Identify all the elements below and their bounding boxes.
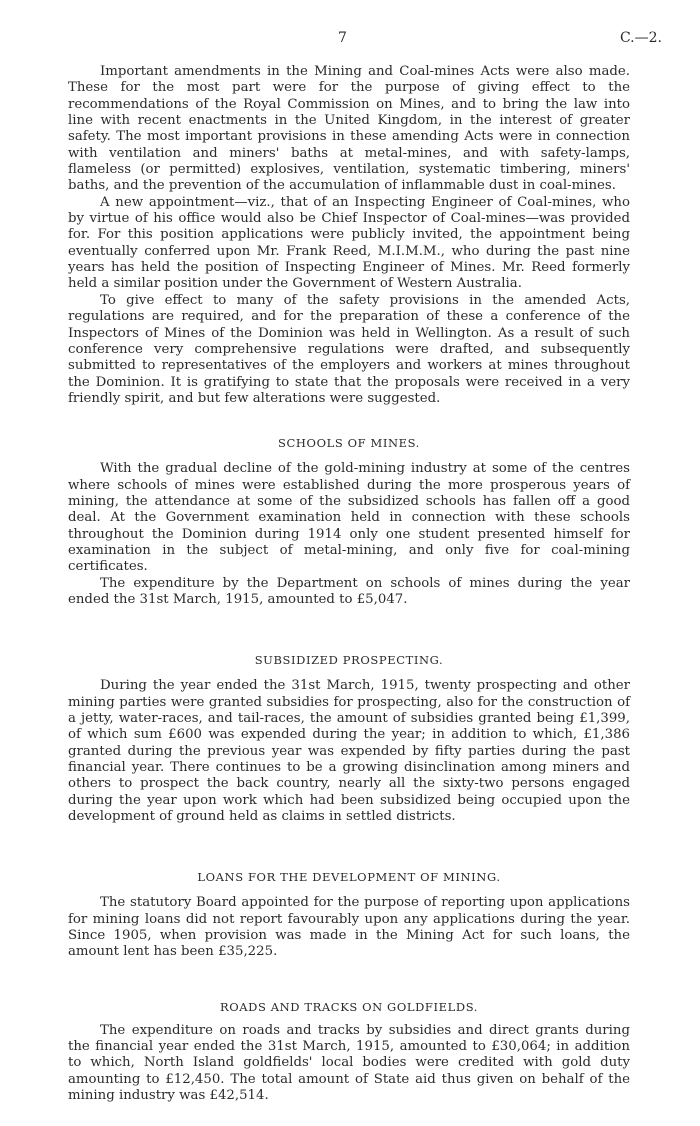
paragraph-appointment: A new appointment—viz., that of an Inspecting Engineer of Coal-mines, who by virtue of his office would also be Chief Inspector of Coal-mines—was provided for. For this position applications were publicly invited, the appointment being eventually conferred upon Mr. Frank Reed, M.I.M.M., who during the past nine years has held the position of Inspecting Engineer of Mines. Mr. Reed formerly held a similar position under the Government of Western Australia. — [68, 194, 630, 292]
page-header — [0, 30, 700, 50]
section-heading-schools-of-mines: SCHOOLS OF MINES. — [278, 436, 420, 451]
paragraph-schools-attendance: With the gradual decline of the gold-mining industry at some of the centres where schools of mines were established during the more prosperous years of mining, the attendance at some of the subsidized schools has fallen off a good deal. At the Government examination held in connection with these schools throughout the Dominion during 1914 only one student presented himself for examination in the subject of metal-mining, and only five for coal-mining certificates. — [68, 461, 630, 575]
paragraph-schools-expenditure: The expenditure by the Department on schools of mines during the year ended the 31st March, 1915, amounted to £5,047. — [68, 575, 630, 607]
paragraph-roads-and-tracks: The expenditure on roads and tracks by subsidies and direct grants during the financial year ended the 31st March, 1915, amounted to £30,064; in addition to which, North Island goldfields' local bodies were credited with gold duty amounting to £12,450. The total amount of State aid thus given on behalf of the mining industry was £42,514. — [68, 1022, 630, 1104]
paragraph-prospecting: During the year ended the 31st March, 1915, twenty prospecting and other mining parties were granted subsidies for prospecting, also for the construction of a jetty, water-races, and tail-races, the amount of subsidies granted being £1,399, of which sum £600 was expended during the year; in addition to which, £1,386 granted during the previous year was expended by fifty parties during the past financial year. There continues to be a growing disinclination among miners and others to prospect the back country, nearly all the sixty-two persons engaged during the year upon work which had been subsidized being occupied upon the development of ground held as claims in settled districts. — [68, 678, 630, 825]
paragraph-amendments: Important amendments in the Mining and Coal-mines Acts were also made. These for the most part were for the purpose of giving effect to the recommendations of the Royal Commission on Mines, and to bring the law into line with recent enactments in the United Kingdom, in the interest of greater safety. The most important provisions in these amending Acts were in connection with ventilation and miners' baths at metal-mines, and with safety-lamps, flameless (or permitted) explosives, ventilation, systematic timbering, miners' baths, and the prevention of the accumulation of inflammable dust in coal-mines. — [68, 64, 630, 194]
section-heading-subsidized-prospecting: SUBSIDIZED PROSPECTING. — [254, 653, 444, 668]
section-heading-loans: LOANS FOR THE DEVELOPMENT OF MINING. — [197, 870, 501, 885]
page-number: 7 — [338, 30, 347, 46]
paragraph-regulations: To give effect to many of the safety provisions in the amended Acts, regulations are required, and for the preparation of these a conference of the Inspectors of Mines of the Dominion was held in Wellington. As a result of such conference very comprehensive regulations were drafted, and subsequently submitted to representatives of the employers and workers at mines throughout the Dominion. It is gratifying to state that the proposals were received in a very friendly spirit, and but few alterations were suggested. — [68, 292, 630, 406]
paragraph-loans: The statutory Board appointed for the purpose of reporting upon applications for mining loans did not report favourably upon any applications during the year. Since 1905, when provision was made in the Mining Act for such loans, the amount lent has been £35,225. — [68, 895, 630, 960]
section-heading-roads-and-tracks: ROADS AND TRACKS ON GOLDFIELDS. — [219, 999, 479, 1014]
document-reference: C.—2. — [619, 30, 662, 46]
document-body — [68, 64, 630, 1105]
